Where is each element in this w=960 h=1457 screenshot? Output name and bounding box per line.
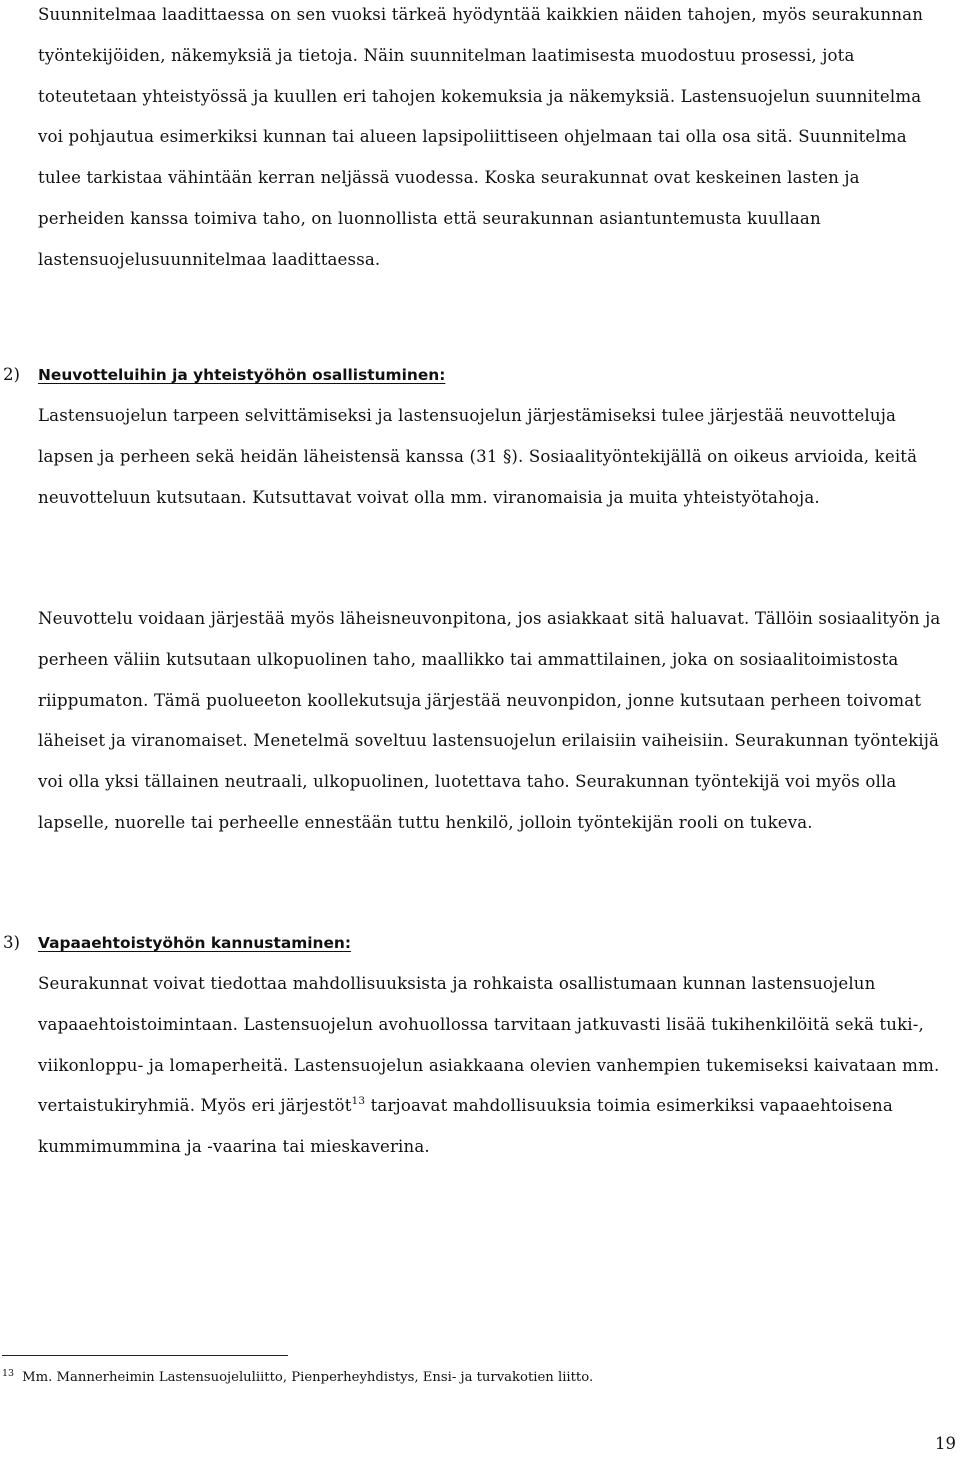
section-3-paragraph <box>38 964 950 1168</box>
section-2-paragraph-2: Neuvottelu voidaan järjestää myös läheisneuvonpitona, jos asiakkaat sitä haluavat. Tällöin sosiaalityön ja perheen väliin kutsutaan ulkopuolinen taho, maallikko tai ammattilainen, joka on sosiaalitoimistosta riippumaton. Tämä puolueeton koollekutsuja järjestää neuvonpidon, jonne kutsutaan perheen toivomat läheiset ja viranomaiset. Menetelmä soveltuu lastensuojelun erilaisiin vaiheisiin. Seurakunnan työntekijä voi olla yksi tällainen neutraali, ulkopuolinen, luotettava taho. Seurakunnan työntekijä voi myös olla lapselle, nuorelle tai perheelle ennestään tuttu henkilö, jolloin työntekijän rooli on tukeva. <box>38 609 941 832</box>
footnote <box>2 1366 932 1391</box>
footnote-number: 13 <box>2 1368 15 1379</box>
footnote-reference[interactable]: 13 <box>351 1094 366 1107</box>
section-2-paragraph-1: Lastensuojelun tarpeen selvittämiseksi ja lastensuojelun järjestämiseksi tulee järjestää neuvotteluja lapsen ja perheen sekä heidän läheistensä kanssa (31 §). Sosiaalityöntekijällä on oikeus arvioida, keitä neuvotteluun kutsutaan. Kutsuttavat voivat olla mm. viranomaisia ja muita yhteistyötahoja. <box>38 406 918 507</box>
footnote-text: Mm. Mannerheimin Lastensuojeluliitto, Pienperheyhdistys, Ensi- ja turvakotien liitto. <box>22 1370 594 1385</box>
section-3-number: 3) <box>3 933 21 952</box>
intro-paragraph: Suunnitelmaa laadittaessa on sen vuoksi tärkeä hyödyntää kaikkien näiden tahojen, myös seurakunnan työntekijöiden, näkemyksiä ja tietoja. Näin suunnitelman laatimisesta muodostuu prosessi, jota toteutetaan yhteistyössä ja kuullen eri tahojen kokemuksia ja näkemyksiä. Lastensuojelun suunnitelma voi pohjautua esimerkiksi kunnan tai alueen lapsipoliittiseen ohjelmaan tai olla osa sitä. Suunnitelma tulee tarkistaa vähintään kerran neljässä vuodessa. Koska seurakunnat ovat keskeinen lasten ja perheiden kanssa toimiva taho, on luonnollista että seurakunnan asiantuntemusta kuullaan lastensuojelusuunnitelmaa laadittaessa. <box>38 5 924 269</box>
section-3-title: Vapaaehtoistyöhön kannustaminen: <box>38 934 352 952</box>
page-number: 19 <box>935 1434 956 1453</box>
section-3-paragraph-part-2: tarjoavat mahdollisuuksia toimia esimerkiksi vapaaehtoisena kummimummina ja -vaarina tai mieskaverina. <box>38 1096 893 1157</box>
section-2-title: Neuvotteluihin ja yhteistyöhön osallistuminen: <box>38 366 446 384</box>
footnote-separator <box>2 1355 288 1356</box>
section-2-number: 2) <box>3 365 21 384</box>
section-3-heading <box>3 923 943 964</box>
section-2-heading <box>3 355 943 396</box>
section-3-paragraph-part-1: Seurakunnat voivat tiedottaa mahdollisuuksista ja rohkaista osallistumaan kunnan lastensuojelun vapaaehtoistoimintaan. Lastensuojelun avohuollossa tarvitaan jatkuvasti lisää tukihenkilöitä sekä tuki-, viikonloppu- ja lomaperheitä. Lastensuojelun asiakkaana olevien vanhempien tukemiseksi kaivataan mm. vertaistukiryhmiä. Myös eri järjestöt <box>38 974 940 1116</box>
